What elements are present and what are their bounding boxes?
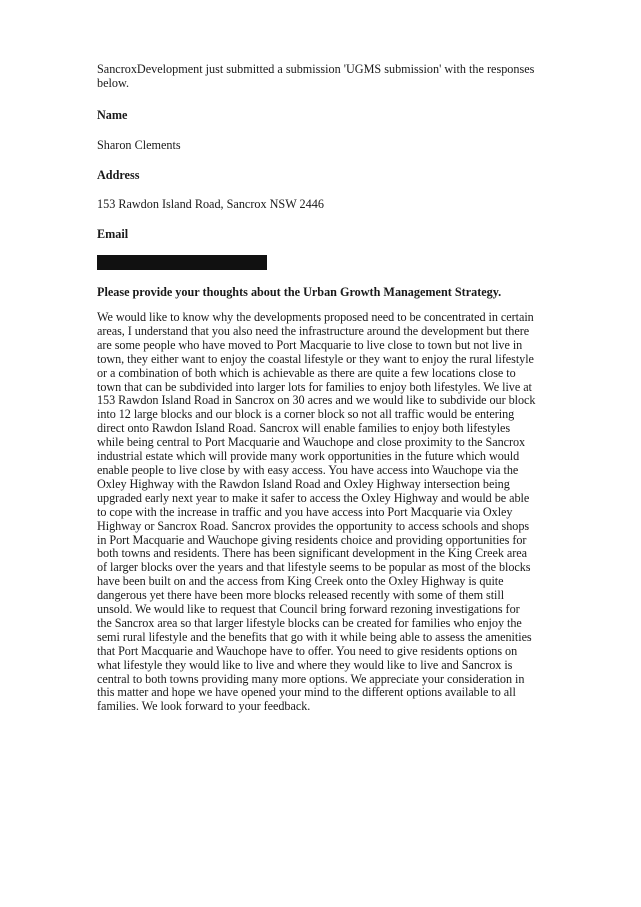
question-heading: Please provide your thoughts about the Urban Growth Management Strategy. — [97, 285, 502, 299]
name-value: Sharon Clements — [97, 138, 181, 152]
address-label: Address — [97, 168, 140, 182]
email-label: Email — [97, 227, 129, 241]
document-page — [97, 62, 537, 714]
intro-text: SancroxDevelopment just submitted a submission 'UGMS submission' with the responses below. — [97, 62, 535, 90]
address-value: 153 Rawdon Island Road, Sancrox NSW 2446 — [97, 197, 324, 211]
response-text: We would like to know why the developments proposed need to be concentrated in certain areas, I understand that you also need the infrastructure around the development but there are some people who have moved to Port Macquarie to live close to town but not live in town, they either want to enjoy the coastal lifestyle or they want to enjoy the rural lifestyle or a combination of both which is achievable as there are quite a few locations close to town that can be subdivided into larger lots for families to enjoy both lifestyles. We live at 153 Rawdon Island Road in Sancrox on 30 acres and we would like to subdivide our block into 12 large blocks and our block is a corner block so not all traffic would be entering direct onto Rawdon Island Road. Sancrox will enable families to enjoy both lifestyles while being central to Port Macquarie and Wauchope and close proximity to the Sancrox industrial estate which will provide many work opportunities in the future which would enable people to live close by with easy access. You have access into Wauchope via the Oxley Highway with the Rawdon Island Road and Oxley Highway intersection being upgraded early next year to make it safer to access the Oxley Highway and would be able to cope with the increase in traffic and you have access into Port Macquarie via Oxley Highway or Sancrox Road. Sancrox provides the opportunity to access schools and shops in Port Macquarie and Wauchope giving residents choice and providing opportunities for both towns and residents. There has been significant development in the King Creek area of larger blocks over the years and that lifestyle seems to be popular as most of the blocks have been built on and the access from King Creek onto the Oxley Highway is quite dangerous yet there have been more blocks released recently with some of them still unsold. We would like to request that Council bring forward rezoning investigations for the Sancrox area so that larger lifestyle blocks can be created for families who enjoy the semi rural lifestyle and the benefits that go with it while being able to assess the amenities that Port Macquarie and Wauchope have to offer. You need to give residents options on what lifestyle they would like to live and where they would like to live and Sancrox is central to both towns providing many more options. We appreciate your consideration in this matter and hope we have opened your mind to the different options available to all families. We look forward to your feedback. — [97, 310, 536, 714]
name-label: Name — [97, 108, 128, 122]
email-redaction — [97, 255, 267, 270]
